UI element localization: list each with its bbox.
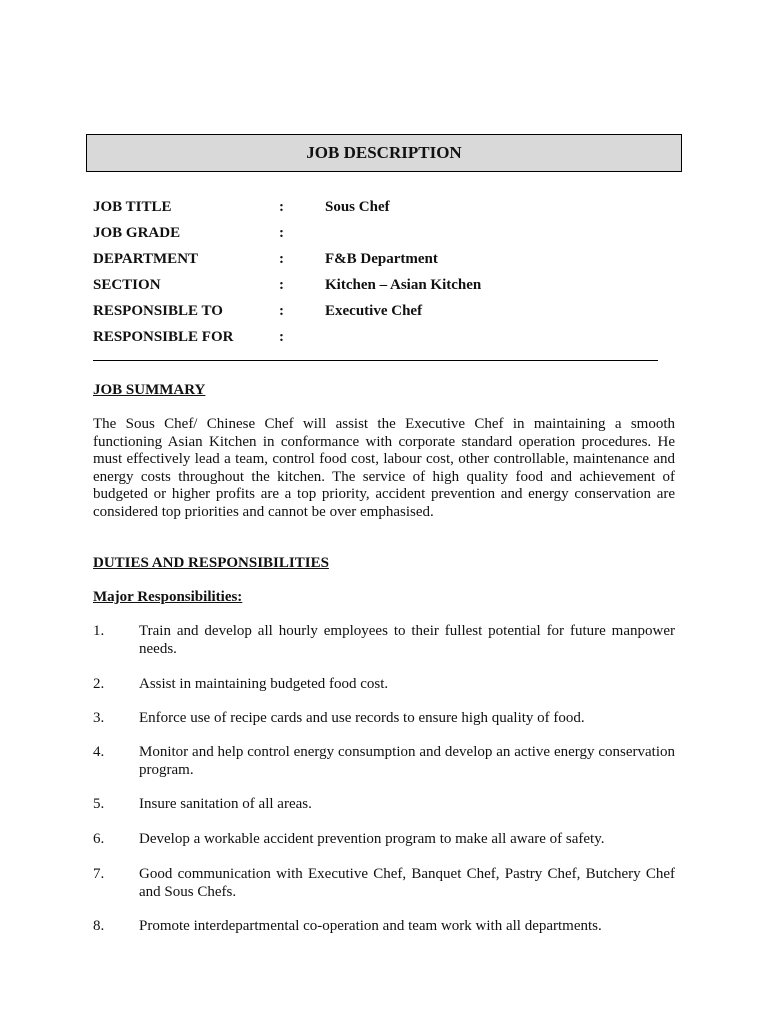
field-value: Kitchen – Asian Kitchen	[325, 277, 482, 293]
list-item-text: Insure sanitation of all areas.	[139, 796, 312, 812]
field-row-responsible-for	[93, 329, 693, 355]
field-colon: :	[279, 251, 284, 267]
field-value: F&B Department	[325, 251, 438, 267]
field-colon: :	[279, 199, 284, 215]
field-label: RESPONSIBLE FOR	[93, 329, 234, 345]
document-title: JOB DESCRIPTION	[306, 143, 462, 162]
field-label: JOB GRADE	[93, 225, 181, 241]
duties-heading: DUTIES AND RESPONSIBILITIES	[93, 555, 329, 571]
field-label: RESPONSIBLE TO	[93, 303, 223, 319]
list-item-number: 4.	[93, 744, 105, 760]
field-row-job-title	[93, 199, 693, 225]
title-box	[86, 134, 682, 172]
list-item-number: 1.	[93, 623, 105, 639]
list-item-text: Monitor and help control energy consumption and develop an active energy conservation program.	[139, 744, 675, 778]
list-item-number: 5.	[93, 796, 105, 812]
field-colon: :	[279, 277, 284, 293]
field-value: Executive Chef	[325, 303, 423, 319]
field-colon: :	[279, 329, 284, 345]
list-item-text: Promote interdepartmental co-operation and team work with all departments.	[139, 918, 602, 934]
field-value: Sous Chef	[325, 199, 390, 215]
job-summary-text: The Sous Chef/ Chinese Chef will assist the Executive Chef in maintaining a smooth functioning Asian Kitchen in conformance with corporate standard operation procedures. He must effectively lead a team, control food cost, labour cost, other controllable, maintenance and energy costs throughout the kitchen. The service of high quality food and achievement of budgeted or higher profits are a top priority, accident prevention and energy conservation are considered top priorities and cannot be over emphasised.	[93, 416, 675, 520]
list-item-text: Develop a workable accident prevention program to make all aware of safety.	[139, 831, 605, 847]
job-summary-heading: JOB SUMMARY	[93, 382, 206, 398]
horizontal-rule	[93, 360, 658, 361]
field-label: JOB TITLE	[93, 199, 172, 215]
list-item-number: 3.	[93, 710, 105, 726]
list-item-text: Assist in maintaining budgeted food cost.	[139, 676, 389, 692]
list-item-text: Good communication with Executive Chef, Banquet Chef, Pastry Chef, Butchery Chef and Sous Chefs.	[139, 866, 675, 900]
list-item-number: 2.	[93, 676, 105, 692]
field-row-job-grade	[93, 225, 693, 251]
list-item-text: Enforce use of recipe cards and use records to ensure high quality of food.	[139, 710, 585, 726]
major-responsibilities-heading: Major Responsibilities:	[93, 589, 243, 605]
list-item-number: 7.	[93, 866, 105, 882]
list-item-number: 6.	[93, 831, 105, 847]
field-label: SECTION	[93, 277, 161, 293]
job-fields	[93, 199, 693, 355]
field-row-responsible-to	[93, 303, 693, 329]
list-item-text: Train and develop all hourly employees to their fullest potential for future manpower needs.	[139, 623, 675, 657]
field-label: DEPARTMENT	[93, 251, 199, 267]
field-colon: :	[279, 303, 284, 319]
list-item-number: 8.	[93, 918, 105, 934]
field-row-department	[93, 251, 693, 277]
field-colon: :	[279, 225, 284, 241]
field-row-section	[93, 277, 693, 303]
